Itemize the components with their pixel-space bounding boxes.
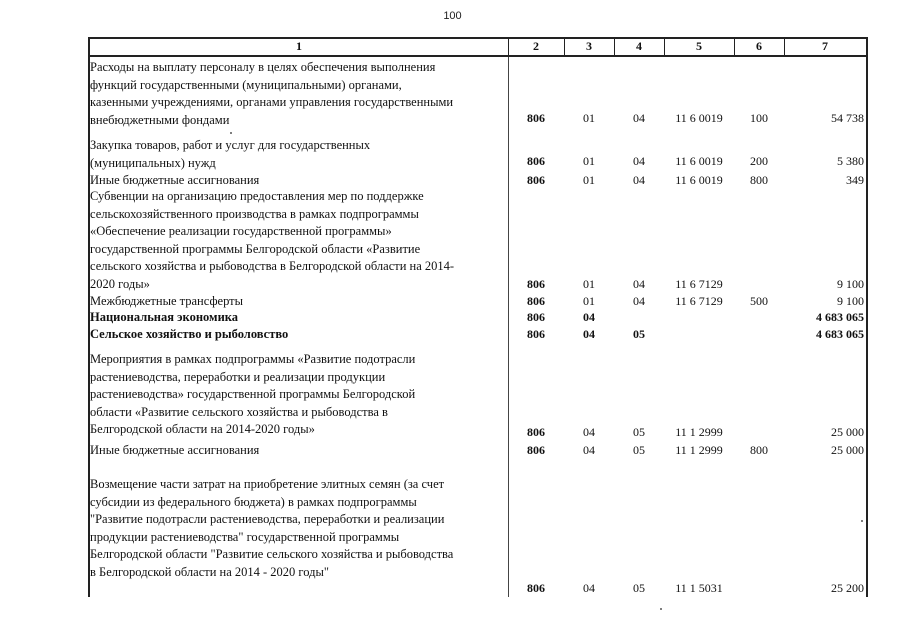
cell-expense-type: 800 bbox=[750, 173, 768, 187]
cell-section: 04 bbox=[583, 310, 595, 324]
cell-expense-type bbox=[734, 309, 784, 325]
row-description: Закупка товаров, работ и услуг для государственных (муниципальных) нужд bbox=[90, 138, 371, 170]
cell-subsection: 05 bbox=[633, 581, 645, 595]
cell-expense-type: 200 bbox=[750, 154, 768, 168]
row-description: Расходы на выплату персоналу в целях обеспечения выполнения функций государственными (муниципальными) органами, казенными учреждениями, органами управления государственными внебюджетными фондами bbox=[90, 60, 454, 127]
cell-amount: 54 738 bbox=[831, 111, 864, 125]
row-description: Сельское хозяйство и рыболовство bbox=[90, 327, 289, 341]
cell-section: 01 bbox=[583, 294, 595, 308]
header-col-3: 3 bbox=[586, 39, 592, 53]
row-description: Субвенции на организацию предоставления мер по поддержке сельскохозяйственного производства в рамках подпрограммы «Обеспечение реализации государственной программы» государственной программы Белгородской области «Развитие сельского хозяйства и рыбоводства в Белгородской области на 2014- 2020 годы» bbox=[90, 189, 455, 291]
cell-section: 01 bbox=[583, 173, 595, 187]
row-description: Иные бюджетные ассигнования bbox=[90, 443, 260, 457]
cell-expense-type: 100 bbox=[750, 111, 768, 125]
cell-target-item: 11 1 2999 bbox=[675, 443, 723, 457]
cell-subsection: 04 bbox=[633, 277, 645, 291]
cell-amount: 25 200 bbox=[831, 581, 864, 595]
cell-section: 04 bbox=[583, 327, 595, 341]
cell-code-ministry: 806 bbox=[527, 581, 545, 595]
scan-speck bbox=[660, 608, 662, 610]
cell-section: 01 bbox=[583, 111, 595, 125]
header-col-4: 4 bbox=[636, 39, 642, 53]
cell-expense-type: 800 bbox=[750, 443, 768, 457]
row-description: Иные бюджетные ассигнования bbox=[90, 173, 260, 187]
header-col-2: 2 bbox=[533, 39, 539, 53]
cell-expense-type bbox=[734, 276, 784, 292]
cell-target-item: 11 6 0019 bbox=[675, 173, 723, 187]
cell-section: 04 bbox=[583, 425, 595, 439]
header-col-7: 7 bbox=[822, 39, 828, 53]
cell-target-item bbox=[664, 309, 734, 325]
cell-amount: 9 100 bbox=[837, 294, 864, 308]
cell-subsection: 04 bbox=[633, 111, 645, 125]
cell-amount: 25 000 bbox=[831, 425, 864, 439]
cell-subsection: 05 bbox=[633, 443, 645, 457]
table-right-border bbox=[866, 37, 868, 597]
cell-amount: 25 000 bbox=[831, 443, 864, 457]
cell-code-ministry: 806 bbox=[527, 154, 545, 168]
cell-amount: 9 100 bbox=[837, 277, 864, 291]
cell-subsection: 05 bbox=[633, 425, 645, 439]
cell-amount: 349 bbox=[846, 173, 864, 187]
cell-code-ministry: 806 bbox=[527, 277, 545, 291]
cell-section: 01 bbox=[583, 154, 595, 168]
cell-code-ministry: 806 bbox=[527, 111, 545, 125]
cell-target-item: 11 6 7129 bbox=[675, 294, 723, 308]
cell-target-item: 11 6 7129 bbox=[675, 277, 723, 291]
cell-target-item: 11 6 0019 bbox=[675, 154, 723, 168]
cell-code-ministry: 806 bbox=[527, 173, 545, 187]
cell-code-ministry: 806 bbox=[527, 425, 545, 439]
cell-subsection: 05 bbox=[633, 327, 645, 341]
cell-target-item bbox=[664, 326, 734, 342]
cell-expense-type: 500 bbox=[750, 294, 768, 308]
header-col-5: 5 bbox=[696, 39, 702, 53]
row-description: Межбюджетные трансферты bbox=[90, 294, 244, 308]
cell-section: 04 bbox=[583, 443, 595, 457]
cell-target-item: 11 1 2999 bbox=[675, 425, 723, 439]
scan-speck bbox=[861, 520, 863, 522]
cell-expense-type bbox=[734, 326, 784, 342]
cell-amount: 4 683 065 bbox=[816, 310, 864, 324]
cell-section: 04 bbox=[583, 581, 595, 595]
cell-subsection: 04 bbox=[633, 294, 645, 308]
row-description: Возмещение части затрат на приобретение элитных семян (за счет субсидии из федерального бюджета) в рамках подпрограммы "Развитие подотрасли растениеводства, переработки и реализации продукции растениеводства" государственной программы Белгородской области "Развитие сельского хозяйства и рыбоводства в Белгородской области на 2014 - 2020 годы" bbox=[90, 477, 454, 579]
cell-expense-type bbox=[734, 580, 784, 596]
row-description: Национальная экономика bbox=[90, 310, 239, 324]
cell-amount: 5 380 bbox=[837, 154, 864, 168]
header-col-1: 1 bbox=[296, 39, 302, 53]
cell-target-item: 11 6 0019 bbox=[675, 111, 723, 125]
cell-amount: 4 683 065 bbox=[816, 327, 864, 341]
cell-section: 01 bbox=[583, 277, 595, 291]
cell-target-item: 11 1 5031 bbox=[675, 581, 723, 595]
cell-subsection: 04 bbox=[633, 154, 645, 168]
row-description: Мероприятия в рамках подпрограммы «Развитие подотрасли растениеводства, переработки и реализации продукции растениеводства» государственной программы Белгородской области «Развитие сельского хозяйства и рыбоводства в Белгородской области на 2014-2020 годы» bbox=[90, 352, 416, 436]
scan-speck bbox=[230, 132, 232, 134]
page-number: 100 bbox=[443, 10, 462, 22]
cell-code-ministry: 806 bbox=[527, 327, 545, 341]
header-col-6: 6 bbox=[756, 39, 762, 53]
cell-code-ministry: 806 bbox=[527, 310, 545, 324]
cell-subsection: 04 bbox=[633, 173, 645, 187]
cell-code-ministry: 806 bbox=[527, 443, 545, 457]
header-bottom-border bbox=[88, 55, 867, 57]
cell-expense-type bbox=[734, 424, 784, 440]
cell-subsection bbox=[614, 309, 664, 325]
cell-code-ministry: 806 bbox=[527, 294, 545, 308]
